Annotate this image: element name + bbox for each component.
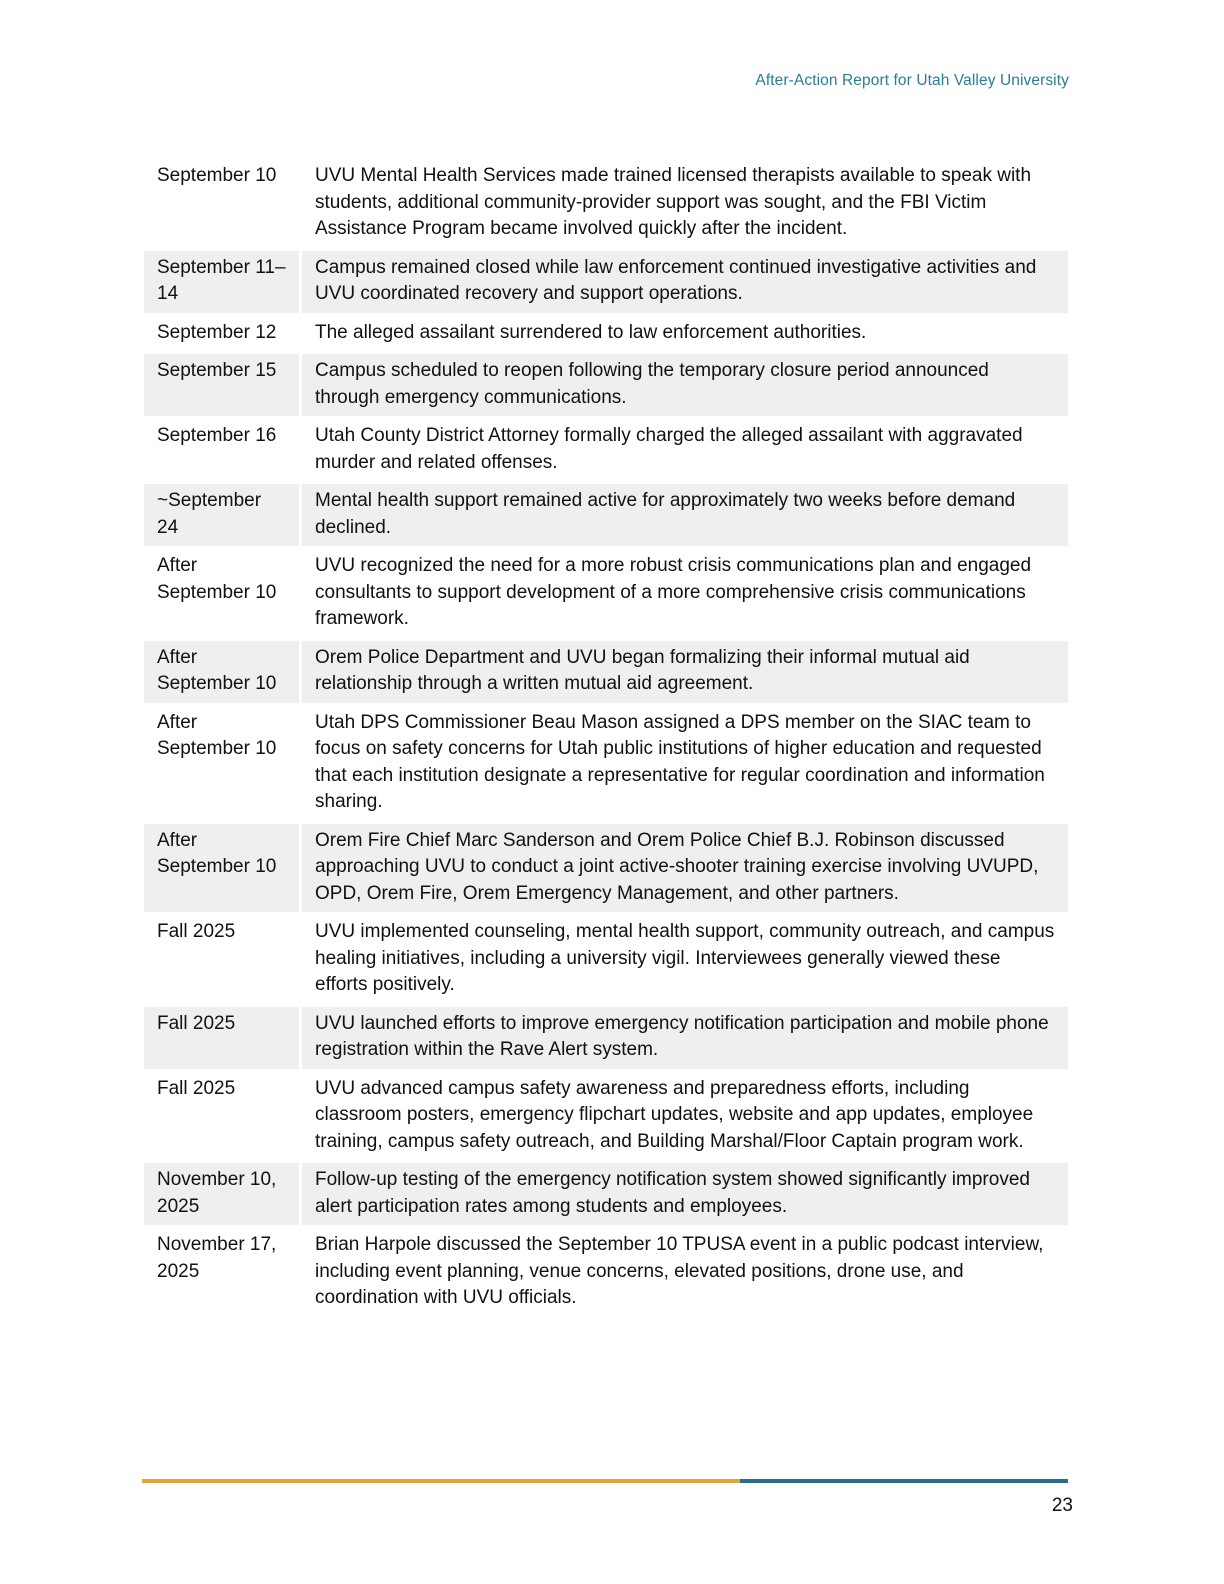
timeline-date: After September 10 [144, 706, 302, 821]
timeline-date: November 17, 2025 [144, 1228, 302, 1317]
table-row [144, 824, 1068, 913]
table-row [144, 159, 1068, 248]
timeline-date: September 10 [144, 159, 302, 248]
table-row [144, 1228, 1068, 1317]
table-row [144, 915, 1068, 1004]
timeline-date: September 15 [144, 354, 302, 416]
timeline-date: Fall 2025 [144, 1072, 302, 1161]
running-header: After-Action Report for Utah Valley University [755, 72, 1069, 89]
table-row [144, 641, 1068, 703]
timeline-description: Brian Harpole discussed the September 10 TPUSA event in a public podcast interview, including event planning, venue concerns, elevated positions, drone use, and coordination with UVU officials. [315, 1234, 1044, 1308]
timeline-date: September 16 [144, 419, 302, 481]
timeline-description: Utah County District Attorney formally charged the alleged assailant with aggravated murder and related offenses. [315, 425, 1023, 473]
table-row [144, 484, 1068, 546]
timeline-description: UVU launched efforts to improve emergency notification participation and mobile phone registration within the Rave Alert system. [302, 1007, 1068, 1069]
timeline-description: Follow-up testing of the emergency notification system showed significantly improved alert participation rates among students and employees. [302, 1163, 1068, 1225]
page-number: 23 [1051, 1495, 1073, 1516]
timeline-date: ~September 24 [144, 484, 302, 546]
table-row [144, 316, 1068, 352]
table-row [144, 1072, 1068, 1161]
table-row [144, 354, 1068, 416]
footer-rule [142, 1479, 1068, 1483]
timeline-description: UVU recognized the need for a more robust crisis communications plan and engaged consultants to support development of a more comprehensive crisis communications framework. [315, 555, 1032, 629]
timeline-description: UVU implemented counseling, mental health support, community outreach, and campus healing initiatives, including a university vigil. Interviewees generally viewed these efforts positively. [315, 921, 1055, 995]
timeline-date: Fall 2025 [144, 1007, 302, 1069]
table-row [144, 706, 1068, 821]
table-row [144, 419, 1068, 481]
timeline-description: Mental health support remained active for approximately two weeks before demand declined. [302, 484, 1068, 546]
timeline-date: After September 10 [144, 549, 302, 638]
table-row [144, 1163, 1068, 1225]
timeline-description: Orem Police Department and UVU began formalizing their informal mutual aid relationship through a written mutual aid agreement. [302, 641, 1068, 703]
timeline-date: Fall 2025 [144, 915, 302, 1004]
timeline-table [144, 156, 1068, 1320]
timeline-date: September 12 [144, 316, 302, 352]
timeline-description: Utah DPS Commissioner Beau Mason assigned a DPS member on the SIAC team to focus on safety concerns for Utah public institutions of higher education and requested that each institution designate a representative for regular coordination and information sharing. [315, 711, 1045, 812]
timeline-description: Campus scheduled to reopen following the temporary closure period announced through emergency communications. [302, 354, 1068, 416]
timeline-date: November 10, 2025 [144, 1163, 302, 1225]
timeline-date: After September 10 [144, 641, 302, 703]
timeline-description: The alleged assailant surrendered to law enforcement authorities. [315, 321, 867, 343]
footer-rule-blue [740, 1479, 1068, 1483]
footer-rule-gold [142, 1479, 740, 1483]
table-row [144, 549, 1068, 638]
timeline-description: UVU advanced campus safety awareness and preparedness efforts, including classroom posters, emergency flipchart updates, website and app updates, employee training, campus safety outreach, and Building Marshal/Floor Captain program work. [315, 1077, 1034, 1152]
table-row [144, 251, 1068, 313]
timeline-date: After September 10 [144, 824, 302, 913]
timeline-description: UVU Mental Health Services made trained licensed therapists available to speak with students, additional community-provider support was sought, and the FBI Victim Assistance Program became involved quickly after the incident. [315, 165, 1032, 239]
timeline-date: September 11–14 [144, 251, 302, 313]
table-row [144, 1007, 1068, 1069]
timeline-description: Orem Fire Chief Marc Sanderson and Orem Police Chief B.J. Robinson discussed approaching UVU to conduct a joint active-shooter training exercise involving UVUPD, OPD, Orem Fire, Orem Emergency Management, and other partners. [302, 824, 1068, 913]
timeline-description: Campus remained closed while law enforcement continued investigative activities and UVU coordinated recovery and support operations. [302, 251, 1068, 313]
